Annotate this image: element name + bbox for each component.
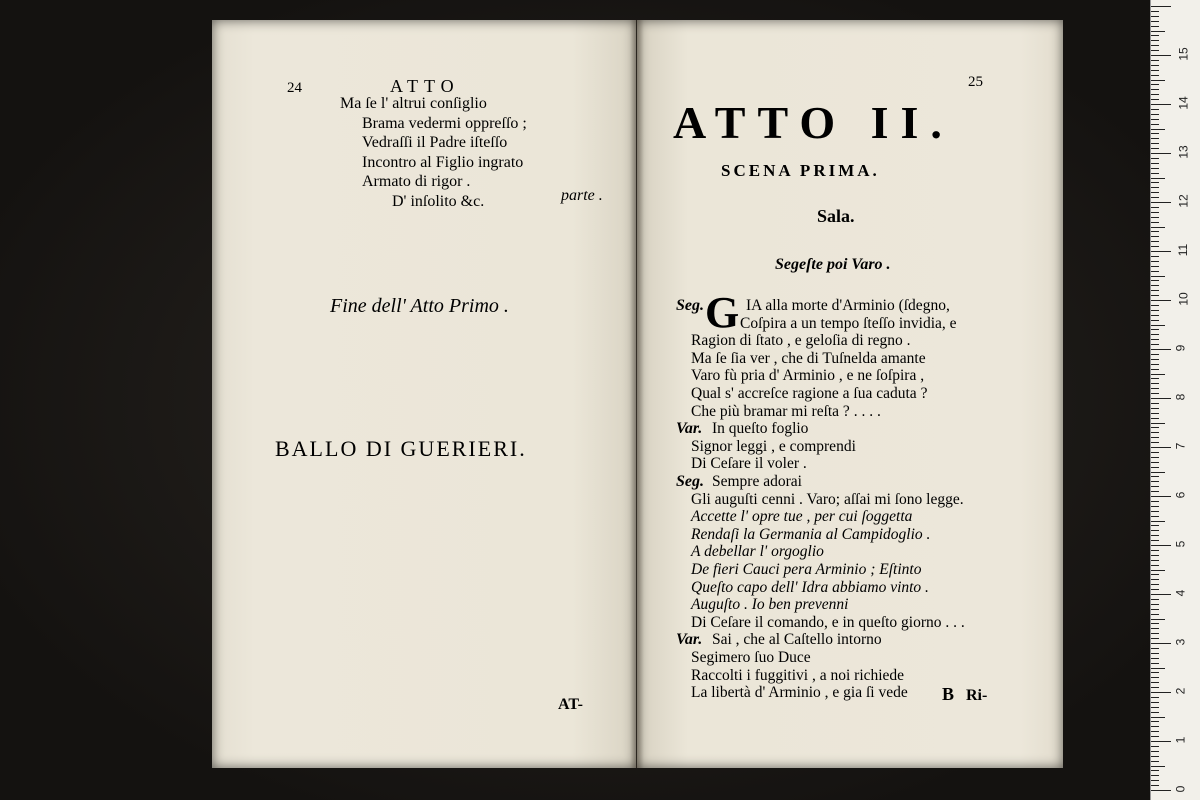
ruler-tick (1151, 413, 1159, 414)
ruler-tick (1151, 677, 1159, 678)
ruler-tick (1151, 702, 1159, 703)
ruler-tick (1151, 251, 1171, 252)
ruler-tick (1151, 26, 1159, 27)
ruler-label: 13 (1176, 145, 1191, 159)
dialogue-line: IA alla morte d'Arminio (ſdegno, (746, 297, 950, 314)
ruler-tick (1151, 329, 1159, 330)
ruler-tick (1151, 290, 1159, 291)
dialogue-line: Rendaſi la Germania al Campidoglio . (691, 525, 931, 543)
ruler-tick (1151, 785, 1159, 786)
ruler-tick (1151, 119, 1159, 120)
ruler-tick (1151, 653, 1159, 654)
ruler-tick (1151, 158, 1159, 159)
dialogue-line: Di Ceſare il voler . (691, 455, 807, 473)
ruler-tick (1151, 344, 1159, 345)
ruler-tick (1151, 604, 1159, 605)
ruler-tick (1151, 55, 1171, 56)
ruler-tick (1151, 403, 1159, 404)
ruler-tick (1151, 310, 1159, 311)
ruler-tick (1151, 628, 1159, 629)
right-page-number: 25 (968, 74, 983, 90)
ruler-tick (1151, 619, 1165, 620)
ruler-tick (1151, 427, 1159, 428)
ruler-tick (1151, 476, 1159, 477)
dialogue-line: Ragion di ſtato , e geloſia di regno . (691, 332, 911, 350)
ruler-tick (1151, 496, 1171, 497)
ruler-tick (1151, 173, 1159, 174)
ruler-tick (1151, 285, 1159, 286)
ruler-tick (1151, 138, 1159, 139)
dialogue-line: A debellar l' orgoglio (691, 543, 824, 561)
stage-direction: parte . (561, 187, 603, 204)
ruler-tick (1151, 726, 1159, 727)
ruler-label: 14 (1176, 96, 1191, 110)
ruler-tick (1151, 217, 1159, 218)
dialogue-line: Sai , che al Caſtello intorno (712, 631, 882, 649)
ruler-tick (1151, 408, 1159, 409)
ruler-tick (1151, 589, 1159, 590)
ruler-tick (1151, 369, 1159, 370)
ruler-tick (1151, 114, 1159, 115)
dialogue-line: In queſto foglio (712, 420, 809, 438)
ruler-label: 2 (1173, 687, 1188, 695)
ruler-tick (1151, 599, 1159, 600)
dialogue-line: De fieri Cauci pera Arminio ; Eſtinto (691, 561, 922, 578)
dialogue-line: Ma ſe ſia ver , che di Tuſnelda amante (691, 349, 926, 367)
ruler-label: 10 (1176, 292, 1191, 306)
ruler-tick (1151, 555, 1159, 556)
ruler-tick (1151, 45, 1159, 46)
ruler-tick (1151, 65, 1159, 66)
ruler-tick (1151, 521, 1165, 522)
scene-title: SCENA PRIMA. (721, 161, 880, 180)
ruler-tick (1151, 638, 1159, 639)
ruler-tick (1151, 584, 1159, 585)
ruler-tick (1151, 40, 1159, 41)
dialogue-line: Varo fù pria d' Arminio , e ne ſoſpira , (691, 367, 925, 385)
ruler-tick (1151, 222, 1159, 223)
ruler-tick (1151, 530, 1159, 531)
right-catchword: Ri- (966, 687, 988, 704)
ruler-tick (1151, 11, 1159, 12)
ruler-tick (1151, 89, 1159, 90)
dialogue-line: Di Ceſare il comando, e in queſto giorno . . . (691, 613, 965, 631)
ruler-tick (1151, 766, 1165, 767)
dialogue-line: La libertà d' Arminio , e gia ſi vede (691, 684, 908, 702)
ruler-tick (1151, 712, 1159, 713)
ruler-tick (1151, 511, 1159, 512)
left-page-number: 24 (287, 80, 302, 96)
ruler-tick (1151, 153, 1171, 154)
left-running-header: ATTO (390, 76, 460, 96)
signature-mark: B (942, 684, 955, 704)
scene-location: Sala. (817, 206, 855, 226)
ruler-tick (1151, 197, 1159, 198)
ruler-tick (1151, 374, 1165, 375)
ruler-label: 6 (1173, 491, 1188, 499)
dialogue-line: Queſto capo dell' Idra abbiamo vinto . (691, 578, 929, 596)
drop-cap: G (705, 288, 740, 337)
ruler-tick (1151, 339, 1159, 340)
ruler-tick (1151, 721, 1159, 722)
ruler-tick (1151, 658, 1159, 659)
ruler-tick (1151, 359, 1159, 360)
ruler-tick (1151, 447, 1171, 448)
ruler-tick (1151, 80, 1165, 81)
ruler-tick (1151, 560, 1159, 561)
ruler-tick (1151, 227, 1165, 228)
ruler-tick (1151, 178, 1165, 179)
ruler-tick (1151, 305, 1159, 306)
ruler-tick (1151, 187, 1159, 188)
ruler-tick (1151, 550, 1159, 551)
ruler-tick (1151, 614, 1159, 615)
ruler-tick (1151, 129, 1165, 130)
ruler-tick (1151, 516, 1159, 517)
ruler-tick (1151, 663, 1159, 664)
ruler-tick (1151, 609, 1159, 610)
dialogue-line: Coſpira a un tempo ſteſſo invidia, e (740, 314, 957, 332)
ruler-tick (1151, 271, 1159, 272)
ruler-tick (1151, 736, 1159, 737)
ruler-tick (1151, 325, 1165, 326)
ruler-label: 11 (1176, 243, 1191, 257)
ruler-tick (1151, 236, 1159, 237)
ruler-label: 12 (1176, 194, 1191, 208)
ruler-tick (1151, 94, 1159, 95)
ruler-tick (1151, 50, 1159, 51)
ruler-tick (1151, 182, 1159, 183)
book-gutter (630, 20, 644, 768)
ruler-tick (1151, 124, 1159, 125)
ruler-tick (1151, 780, 1159, 781)
ruler-tick (1151, 16, 1159, 17)
verse-line: Ma ſe l' altrui conſiglio (340, 95, 487, 112)
ruler-tick (1151, 535, 1159, 536)
ruler-tick (1151, 231, 1159, 232)
ruler-tick (1151, 295, 1159, 296)
ruler-tick (1151, 565, 1159, 566)
ruler-label: 3 (1173, 638, 1188, 646)
ruler-tick (1151, 192, 1159, 193)
ruler-tick (1151, 668, 1165, 669)
ruler-tick (1151, 21, 1159, 22)
scene-characters: Segeſte poi Varo . (775, 256, 891, 273)
verse-line: Vedraſſi il Padre iſteſſo (362, 134, 508, 151)
ruler-tick (1151, 6, 1171, 7)
dialogue-line: Auguſto . Io ben prevenni (691, 596, 849, 614)
ruler-tick (1151, 432, 1159, 433)
ruler-label: 5 (1173, 540, 1188, 548)
ruler-tick (1151, 472, 1165, 473)
ruler-tick (1151, 682, 1159, 683)
ruler-label: 0 (1173, 785, 1188, 793)
ruler-tick (1151, 315, 1159, 316)
dialogue-line: Gli auguſti cenni . Varo; aſſai mi ſono legge. (691, 490, 964, 508)
ruler-tick (1151, 84, 1159, 85)
verse-line: D' inſolito &c. (392, 192, 485, 210)
ruler-tick (1151, 731, 1159, 732)
ruler-tick (1151, 545, 1171, 546)
ruler-label: 9 (1173, 344, 1188, 352)
ruler-tick (1151, 148, 1159, 149)
ruler-tick (1151, 540, 1159, 541)
ruler-tick (1151, 388, 1159, 389)
ruler-tick (1151, 99, 1159, 100)
dialogue-line: Qual s' accreſce ragione a ſua caduta ? (691, 385, 928, 402)
ruler-tick (1151, 133, 1159, 134)
ruler-tick (1151, 212, 1159, 213)
ruler-tick (1151, 35, 1159, 36)
ballo-title: BALLO DI GUERIERI. (275, 436, 527, 461)
ruler-tick (1151, 692, 1171, 693)
dialogue-line: Signor leggi , e comprendi (691, 437, 856, 455)
dialogue-line: Raccolti i fuggitivi , a noi richiede (691, 666, 905, 684)
ruler-tick (1151, 60, 1159, 61)
ruler-tick (1151, 457, 1159, 458)
ruler-tick (1151, 31, 1165, 32)
verse-line: Brama vedermi oppreſſo ; (362, 114, 527, 132)
ruler-tick (1151, 687, 1159, 688)
left-catchword: AT- (558, 696, 583, 713)
ruler-tick (1151, 746, 1159, 747)
ruler-tick (1151, 276, 1165, 277)
dialogue-line: Che più bramar mi reſta ? . . . . (691, 402, 881, 420)
ruler-tick (1151, 506, 1159, 507)
ruler-tick (1151, 168, 1159, 169)
ruler-label: 8 (1173, 393, 1188, 401)
ruler-tick (1151, 501, 1159, 502)
ruler-tick (1151, 349, 1171, 350)
ruler-tick (1151, 383, 1159, 384)
ruler-tick (1151, 643, 1171, 644)
ruler-tick (1151, 775, 1159, 776)
verse-line: Incontro al Figlio ingrato (362, 153, 524, 171)
ruler-tick (1151, 266, 1159, 267)
ruler-tick (1151, 261, 1159, 262)
ruler-tick (1151, 300, 1171, 301)
ruler-tick (1151, 320, 1159, 321)
speaker-label: Var. (676, 631, 703, 649)
ruler-tick (1151, 574, 1159, 575)
ruler-tick (1151, 378, 1159, 379)
speaker-label: Seg. (676, 297, 704, 314)
ruler-tick (1151, 579, 1159, 580)
ruler-tick (1151, 467, 1159, 468)
ruler-tick (1151, 70, 1159, 71)
dialogue-line: Sempre adorai (712, 473, 802, 490)
ruler-tick (1151, 109, 1159, 110)
ruler-tick (1151, 398, 1171, 399)
ruler-label: 15 (1176, 47, 1191, 61)
ruler-tick (1151, 241, 1159, 242)
ruler-tick (1151, 364, 1159, 365)
dialogue-line: Accette l' opre tue , per cui ſoggetta (691, 508, 913, 526)
end-of-act: Fine dell' Atto Primo . (330, 295, 509, 317)
ruler-tick (1151, 437, 1159, 438)
ruler-tick (1151, 246, 1159, 247)
ruler-tick (1151, 418, 1159, 419)
speaker-label: Var. (676, 420, 703, 438)
ruler-tick (1151, 423, 1165, 424)
ruler-tick (1151, 525, 1159, 526)
ruler-tick (1151, 207, 1159, 208)
ruler-tick (1151, 756, 1159, 757)
ruler-tick (1151, 648, 1159, 649)
ruler-label: 1 (1173, 736, 1188, 744)
ruler-tick (1151, 790, 1171, 791)
ruler-tick (1151, 570, 1165, 571)
ruler-tick (1151, 393, 1159, 394)
ruler-tick (1151, 462, 1159, 463)
act-title: ATTO II. (673, 97, 954, 148)
ruler-tick (1151, 452, 1159, 453)
ruler-tick (1151, 751, 1159, 752)
ruler-tick (1151, 486, 1159, 487)
ruler-tick (1151, 442, 1159, 443)
dialogue-line: Segimero ſuo Duce (691, 649, 811, 666)
ruler-tick (1151, 770, 1159, 771)
ruler-tick (1151, 256, 1159, 257)
ruler-tick (1151, 491, 1159, 492)
ruler-tick (1151, 594, 1171, 595)
ruler-tick (1151, 717, 1165, 718)
ruler-tick (1151, 741, 1171, 742)
ruler-tick (1151, 163, 1159, 164)
ruler-tick (1151, 672, 1159, 673)
ruler-tick (1151, 202, 1171, 203)
ruler-tick (1151, 761, 1159, 762)
ruler-tick (1151, 481, 1159, 482)
ruler-tick (1151, 75, 1159, 76)
ruler-tick (1151, 280, 1159, 281)
ruler-tick (1151, 143, 1159, 144)
ruler-tick (1151, 354, 1159, 355)
ruler-tick (1151, 104, 1171, 105)
ruler-tick (1151, 334, 1159, 335)
ruler-tick (1151, 707, 1159, 708)
ruler-tick (1151, 633, 1159, 634)
ruler-tick (1151, 697, 1159, 698)
ruler-tick (1151, 623, 1159, 624)
ruler-label: 7 (1173, 442, 1188, 450)
ruler-label: 4 (1173, 589, 1188, 597)
verse-line: Armato di rigor . (362, 173, 471, 190)
speaker-label: Seg. (676, 473, 704, 490)
measurement-ruler (1150, 0, 1200, 800)
